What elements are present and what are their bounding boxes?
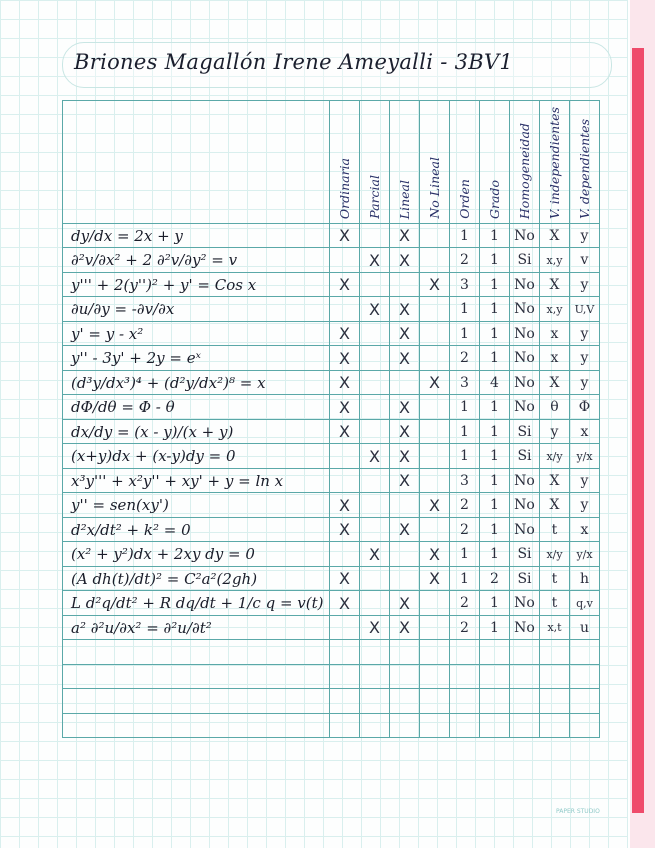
cell-v-dependientes: x [570,419,600,444]
empty-cell [540,640,570,665]
cell-lineal [390,370,420,395]
cell-parcial [360,223,390,248]
empty-cell [330,664,360,689]
cell-parcial: X [360,542,390,567]
cell-orden: 1 [450,297,480,322]
cell-no-lineal: X [420,493,450,518]
cell-ordinaria [330,468,360,493]
cell-no-lineal: X [420,542,450,567]
cell-no-lineal [420,517,450,542]
brand-mark: PAPER STUDIO [556,808,600,815]
empty-cell [480,689,510,714]
cell-parcial [360,468,390,493]
cell-v-independientes: X [540,223,570,248]
empty-cell [63,713,330,738]
equation-cell: dx/dy = (x - y)/(x + y) [63,419,330,444]
empty-cell [360,713,390,738]
empty-row [63,640,600,665]
cell-grado: 1 [480,419,510,444]
cell-v-independientes: x,y [540,248,570,273]
cell-homogeneidad: Si [510,542,540,567]
empty-cell [510,689,540,714]
cell-lineal: X [390,444,420,469]
cell-lineal [390,272,420,297]
cell-v-dependientes: y [570,493,600,518]
equation-cell: (A dh(t)/dt)² = C²a²(2gh) [63,566,330,591]
cell-v-dependientes: Φ [570,395,600,420]
cell-ordinaria: X [330,321,360,346]
cell-ordinaria [330,615,360,640]
cell-orden: 1 [450,321,480,346]
empty-cell [420,640,450,665]
cell-ordinaria: X [330,591,360,616]
cell-lineal: X [390,591,420,616]
cell-v-dependientes: y [570,321,600,346]
column-header-v-dependientes: V. dependientes [570,101,600,224]
cell-v-dependientes: h [570,566,600,591]
empty-cell [63,640,330,665]
table-row [63,297,600,322]
equation-cell: a² ∂²u/∂x² = ∂²u/∂t² [63,615,330,640]
cell-v-independientes: X [540,493,570,518]
cell-grado: 2 [480,566,510,591]
cell-lineal: X [390,468,420,493]
cell-orden: 2 [450,346,480,371]
cell-v-independientes: X [540,370,570,395]
column-header-parcial: Parcial [360,101,390,224]
empty-cell [480,713,510,738]
column-header-no-lineal: No Lineal [420,101,450,224]
cell-orden: 1 [450,542,480,567]
column-header-homogeneidad: Homogeneidad [510,101,540,224]
cell-lineal: X [390,517,420,542]
cell-ordinaria [330,297,360,322]
cell-ordinaria [330,444,360,469]
table-row [63,517,600,542]
cell-v-independientes: x,y [540,297,570,322]
equation-cell: (x² + y²)dx + 2xy dy = 0 [63,542,330,567]
column-header-orden: Orden [450,101,480,224]
table-body [63,223,600,738]
cell-lineal: X [390,248,420,273]
cell-v-dependientes: y/x [570,444,600,469]
cell-grado: 1 [480,346,510,371]
cell-grado: 1 [480,272,510,297]
cell-ordinaria [330,542,360,567]
cell-v-independientes: y [540,419,570,444]
cell-v-dependientes: q,v [570,591,600,616]
cell-v-independientes: x [540,321,570,346]
cell-no-lineal [420,615,450,640]
equation-cell: y'' = sen(xy') [63,493,330,518]
table-row [63,542,600,567]
cell-grado: 1 [480,468,510,493]
cell-no-lineal [420,346,450,371]
cell-parcial [360,517,390,542]
cell-orden: 2 [450,591,480,616]
cell-ordinaria: X [330,493,360,518]
cell-grado: 1 [480,444,510,469]
empty-cell [63,664,330,689]
cell-v-dependientes: y [570,272,600,297]
cell-v-dependientes: y/x [570,542,600,567]
empty-cell [570,664,600,689]
empty-cell [360,640,390,665]
empty-cell [390,689,420,714]
cell-no-lineal [420,248,450,273]
cell-parcial: X [360,444,390,469]
table-row [63,248,600,273]
equation-cell: (x+y)dx + (x-y)dy = 0 [63,444,330,469]
cell-no-lineal [420,468,450,493]
cell-parcial [360,591,390,616]
cell-v-dependientes: y [570,223,600,248]
cell-ordinaria: X [330,272,360,297]
cell-v-independientes: x/y [540,444,570,469]
empty-cell [540,713,570,738]
cell-parcial [360,493,390,518]
cell-homogeneidad: No [510,468,540,493]
cell-v-dependientes: u [570,615,600,640]
cell-v-dependientes: y [570,370,600,395]
cell-homogeneidad: No [510,321,540,346]
cell-lineal: X [390,346,420,371]
cell-orden: 3 [450,370,480,395]
column-header-grado: Grado [480,101,510,224]
empty-cell [390,713,420,738]
cell-parcial [360,321,390,346]
cell-v-dependientes: x [570,517,600,542]
cell-parcial [360,370,390,395]
cell-ordinaria: X [330,370,360,395]
cell-lineal: X [390,395,420,420]
cell-grado: 1 [480,517,510,542]
empty-cell [450,640,480,665]
cell-ordinaria: X [330,395,360,420]
cell-orden: 2 [450,248,480,273]
cell-grado: 1 [480,615,510,640]
table-row [63,223,600,248]
cell-parcial: X [360,248,390,273]
empty-cell [330,689,360,714]
empty-cell [360,689,390,714]
cell-lineal [390,566,420,591]
student-name: Briones Magallón Irene Ameyalli - 3BV1 [74,50,514,74]
equation-cell: y' = y - x² [63,321,330,346]
equation-cell: ∂²v/∂x² + 2 ∂²v/∂y² = v [63,248,330,273]
cell-v-independientes: t [540,566,570,591]
cell-no-lineal: X [420,272,450,297]
cell-grado: 1 [480,223,510,248]
cell-v-dependientes: v [570,248,600,273]
empty-cell [360,664,390,689]
column-header-v-independientes: V. independientes [540,101,570,224]
equation-cell: dy/dx = 2x + y [63,223,330,248]
equation-cell: ∂u/∂y = -∂v/∂x [63,297,330,322]
cell-v-independientes: t [540,591,570,616]
cell-lineal: X [390,223,420,248]
empty-cell [510,640,540,665]
cell-v-dependientes: U,V [570,297,600,322]
cell-lineal: X [390,321,420,346]
cell-homogeneidad: No [510,395,540,420]
cell-no-lineal [420,444,450,469]
table-row [63,272,600,297]
empty-cell [510,713,540,738]
cell-ordinaria: X [330,223,360,248]
cell-grado: 1 [480,321,510,346]
cell-parcial: X [360,615,390,640]
empty-row [63,713,600,738]
cell-no-lineal: X [420,566,450,591]
table-row [63,468,600,493]
cell-homogeneidad: No [510,615,540,640]
empty-cell [570,689,600,714]
cell-lineal [390,542,420,567]
empty-cell [480,664,510,689]
cell-orden: 2 [450,615,480,640]
cell-ordinaria: X [330,419,360,444]
cell-v-independientes: X [540,272,570,297]
cell-homogeneidad: No [510,517,540,542]
table-row [63,321,600,346]
cell-ordinaria: X [330,346,360,371]
cell-no-lineal [420,321,450,346]
cell-orden: 3 [450,272,480,297]
table-row [63,346,600,371]
column-header-lineal: Lineal [390,101,420,224]
cell-homogeneidad: Si [510,419,540,444]
cell-grado: 1 [480,297,510,322]
classification-table [62,100,600,738]
cell-v-independientes: x,t [540,615,570,640]
empty-cell [450,713,480,738]
table-row [63,591,600,616]
cell-lineal: X [390,419,420,444]
equation-cell: y'' - 3y' + 2y = eˣ [63,346,330,371]
equation-column-header [63,101,330,224]
cell-v-independientes: x [540,346,570,371]
table-row [63,370,600,395]
table-row [63,444,600,469]
empty-cell [570,640,600,665]
table-row [63,615,600,640]
empty-row [63,664,600,689]
cell-v-independientes: x/y [540,542,570,567]
cell-v-dependientes: y [570,468,600,493]
cell-homogeneidad: Si [510,248,540,273]
equation-cell: d²x/dt² + k² = 0 [63,517,330,542]
cell-homogeneidad: No [510,223,540,248]
cell-lineal [390,493,420,518]
equation-cell: L d²q/dt² + R dq/dt + 1/c q = v(t) [63,591,330,616]
cell-grado: 1 [480,591,510,616]
red-margin-line [632,48,644,813]
cell-no-lineal [420,297,450,322]
cell-v-independientes: θ [540,395,570,420]
cell-lineal: X [390,297,420,322]
cell-no-lineal [420,223,450,248]
equation-cell: x³y''' + x²y'' + xy' + y = ln x [63,468,330,493]
empty-cell [390,664,420,689]
table-header-row [63,101,600,224]
cell-orden: 3 [450,468,480,493]
cell-orden: 1 [450,444,480,469]
cell-grado: 1 [480,542,510,567]
cell-ordinaria: X [330,566,360,591]
empty-cell [510,664,540,689]
equation-cell: dΦ/dθ = Φ - θ [63,395,330,420]
empty-cell [420,689,450,714]
cell-v-independientes: t [540,517,570,542]
cell-orden: 1 [450,223,480,248]
cell-homogeneidad: No [510,591,540,616]
cell-parcial [360,419,390,444]
empty-cell [390,640,420,665]
cell-lineal: X [390,615,420,640]
cell-v-dependientes: y [570,346,600,371]
equation-cell: (d³y/dx³)⁴ + (d²y/dx²)⁸ = x [63,370,330,395]
cell-grado: 4 [480,370,510,395]
empty-cell [450,664,480,689]
cell-grado: 1 [480,395,510,420]
cell-orden: 2 [450,517,480,542]
cell-ordinaria: X [330,517,360,542]
cell-orden: 2 [450,493,480,518]
empty-row [63,689,600,714]
table-row [63,566,600,591]
empty-cell [540,664,570,689]
cell-parcial [360,566,390,591]
empty-cell [570,713,600,738]
cell-orden: 1 [450,395,480,420]
cell-ordinaria [330,248,360,273]
equation-cell: y''' + 2(y'')² + y' = Cos x [63,272,330,297]
cell-orden: 1 [450,419,480,444]
cell-homogeneidad: No [510,297,540,322]
cell-parcial [360,272,390,297]
table-row [63,395,600,420]
cell-homogeneidad: No [510,493,540,518]
table-row [63,493,600,518]
cell-parcial [360,346,390,371]
empty-cell [420,713,450,738]
table-row [63,419,600,444]
cell-parcial: X [360,297,390,322]
column-header-ordinaria: Ordinaria [330,101,360,224]
cell-no-lineal: X [420,370,450,395]
cell-grado: 1 [480,493,510,518]
cell-homogeneidad: Si [510,444,540,469]
empty-cell [420,664,450,689]
cell-homogeneidad: Si [510,566,540,591]
cell-v-independientes: X [540,468,570,493]
empty-cell [540,689,570,714]
cell-homogeneidad: No [510,346,540,371]
cell-no-lineal [420,419,450,444]
cell-grado: 1 [480,248,510,273]
cell-no-lineal [420,395,450,420]
empty-cell [330,640,360,665]
empty-cell [330,713,360,738]
empty-cell [450,689,480,714]
empty-cell [480,640,510,665]
cell-no-lineal [420,591,450,616]
cell-orden: 1 [450,566,480,591]
cell-homogeneidad: No [510,370,540,395]
cell-homogeneidad: No [510,272,540,297]
cell-parcial [360,395,390,420]
empty-cell [63,689,330,714]
